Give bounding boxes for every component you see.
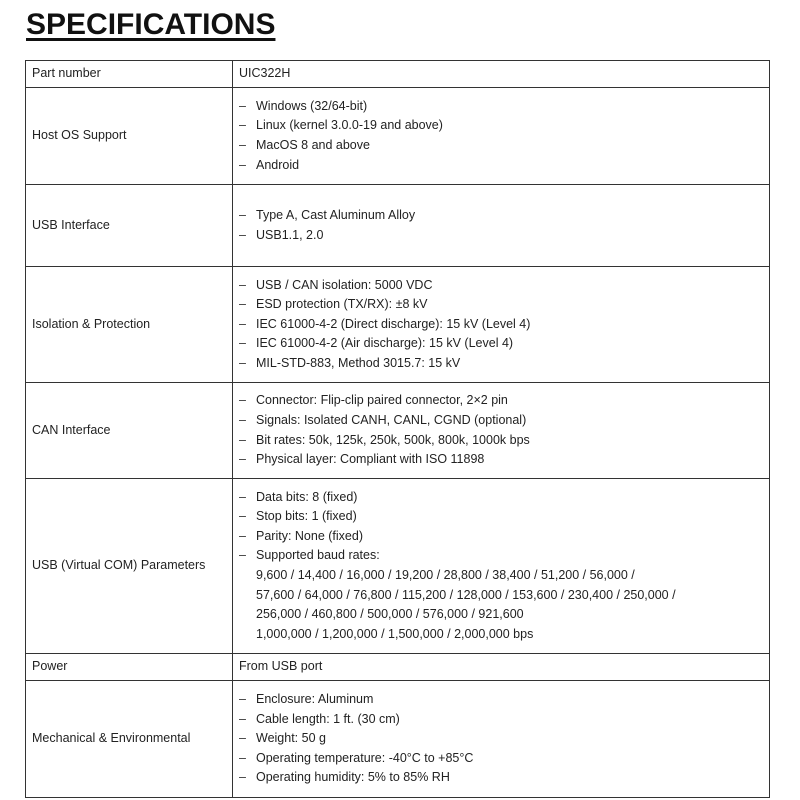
- list-item: – Signals: Isolated CANH, CANL, CGND (optional): [239, 411, 763, 431]
- spec-value: [233, 383, 770, 479]
- spec-label: USB (Virtual COM) Parameters: [26, 479, 233, 654]
- baud-rate-line: 9,600 / 14,400 / 16,000 / 19,200 / 28,800 / 38,400 / 51,200 / 56,000 /: [256, 568, 635, 582]
- spec-value: [233, 267, 770, 383]
- list-item: – Bit rates: 50k, 125k, 250k, 500k, 800k, 1000k bps: [239, 431, 763, 451]
- spec-row-host-os-support: [26, 88, 770, 185]
- spec-value-list: [239, 206, 763, 245]
- list-item: – Cable length: 1 ft. (30 cm): [239, 710, 763, 730]
- list-item: – IEC 61000-4-2 (Direct discharge): 15 kV (Level 4): [239, 315, 763, 335]
- spec-label: Host OS Support: [26, 88, 233, 185]
- spec-value: [233, 185, 770, 267]
- spec-row-part-number: [26, 61, 770, 88]
- list-item: – ESD protection (TX/RX): ±8 kV: [239, 295, 763, 315]
- spec-row-usb-interface: [26, 185, 770, 267]
- spec-row-mechanical-environmental: [26, 681, 770, 798]
- specifications-table: [25, 60, 770, 798]
- list-item: – Type A, Cast Aluminum Alloy: [239, 206, 763, 226]
- spec-value-list: [239, 488, 763, 645]
- spec-label: CAN Interface: [26, 383, 233, 479]
- list-item: – Supported baud rates:: [239, 546, 763, 566]
- spec-row-isolation-protection: [26, 267, 770, 383]
- list-item: – MIL-STD-883, Method 3015.7: 15 kV: [239, 354, 763, 374]
- spec-value: UIC322H: [233, 61, 770, 88]
- spec-value-list: [239, 276, 763, 374]
- list-item: – Android: [239, 156, 763, 176]
- list-item: – USB / CAN isolation: 5000 VDC: [239, 276, 763, 296]
- spec-label: USB Interface: [26, 185, 233, 267]
- spec-row-can-interface: [26, 383, 770, 479]
- spec-row-usb-virtual-com-parameters: [26, 479, 770, 654]
- list-item: – Weight: 50 g: [239, 729, 763, 749]
- spec-value-list: [239, 391, 763, 469]
- page-title: SPECIFICATIONS: [26, 8, 276, 41]
- list-item: – Parity: None (fixed): [239, 527, 763, 547]
- spec-row-power: [26, 654, 770, 681]
- list-item: – USB1.1, 2.0: [239, 226, 763, 246]
- baud-rate-line: 256,000 / 460,800 / 500,000 / 576,000 / 921,600: [256, 607, 524, 622]
- spec-value: From USB port: [233, 654, 770, 681]
- spec-label: Power: [26, 654, 233, 681]
- baud-rate-line: 1,000,000 / 1,200,000 / 1,500,000 / 2,000,000 bps: [256, 626, 534, 641]
- list-item: – Operating temperature: -40°C to +85°C: [239, 749, 763, 769]
- list-item: – Linux (kernel 3.0.0-19 and above): [239, 116, 763, 136]
- list-item: – Data bits: 8 (fixed): [239, 488, 763, 508]
- list-item: – Operating humidity: 5% to 85% RH: [239, 768, 763, 788]
- list-item: – Enclosure: Aluminum: [239, 690, 763, 710]
- spec-value: [233, 479, 770, 654]
- spec-value: [233, 88, 770, 185]
- spec-label: Mechanical & Environmental: [26, 681, 233, 798]
- spec-value: [233, 681, 770, 798]
- baud-rate-line: 57,600 / 64,000 / 76,800 / 115,200 / 128,000 / 153,600 / 230,400 / 250,000 /: [256, 587, 676, 602]
- spec-label: Part number: [26, 61, 233, 88]
- spec-label: Isolation & Protection: [26, 267, 233, 383]
- spec-value-list: [239, 97, 763, 175]
- list-item: – IEC 61000-4-2 (Air discharge): 15 kV (Level 4): [239, 334, 763, 354]
- list-item: – MacOS 8 and above: [239, 136, 763, 156]
- list-item: – Windows (32/64-bit): [239, 97, 763, 117]
- list-item: – Connector: Flip-clip paired connector, 2×2 pin: [239, 391, 763, 411]
- spec-value-list: [239, 690, 763, 788]
- list-item: – Stop bits: 1 (fixed): [239, 507, 763, 527]
- list-item: – Physical layer: Compliant with ISO 11898: [239, 450, 763, 470]
